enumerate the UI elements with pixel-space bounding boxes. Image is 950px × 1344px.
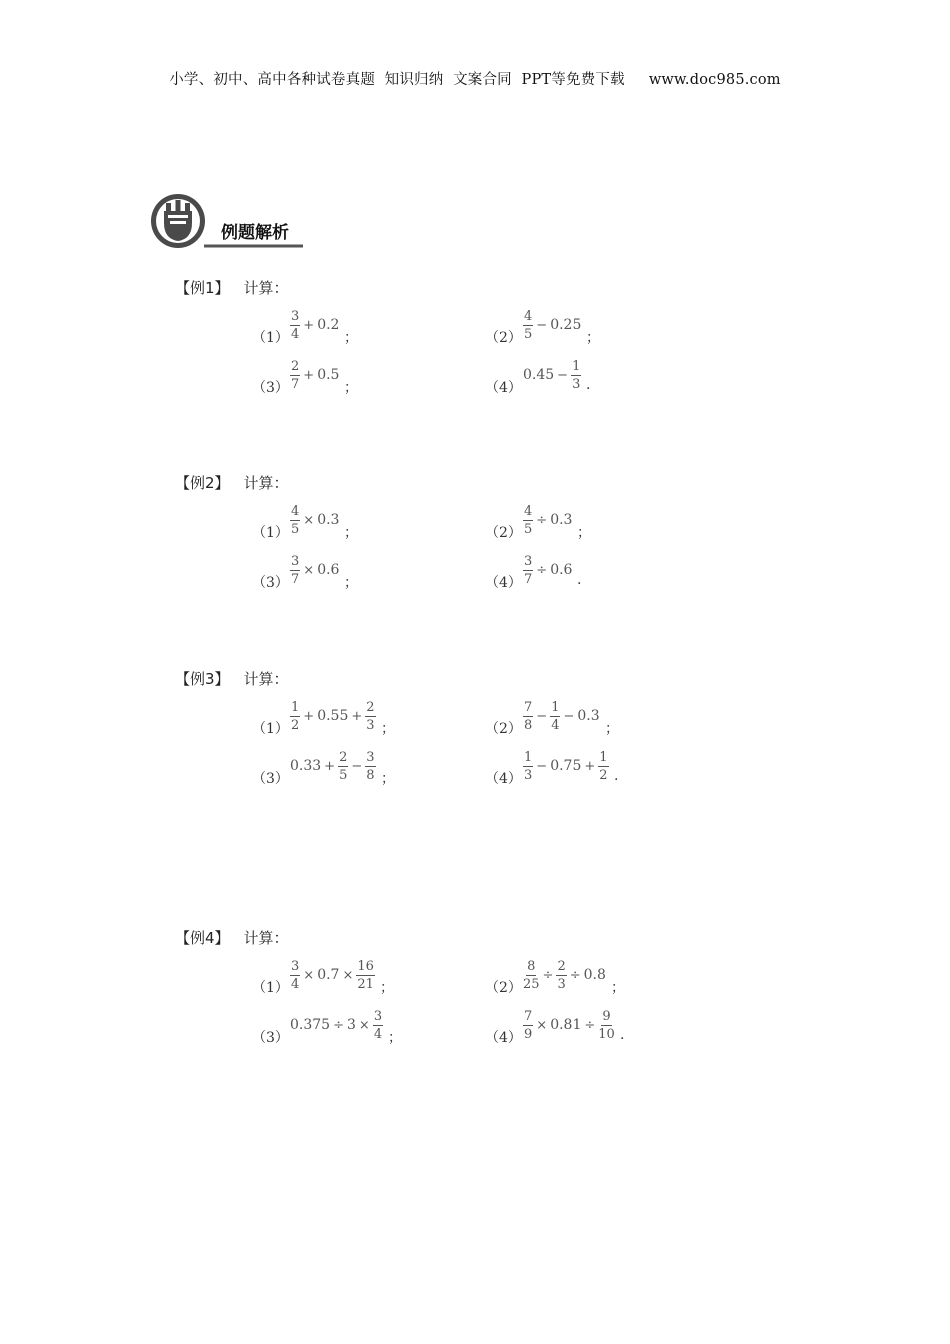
denominator: 4	[291, 326, 300, 342]
number: 0.3	[317, 512, 340, 528]
example-block	[175, 927, 695, 1057]
problem-item	[252, 550, 472, 592]
numerator: 1	[572, 358, 581, 374]
math-expression	[289, 500, 340, 540]
operator: ×	[342, 967, 354, 983]
terminal-punctuation: ；	[388, 1030, 402, 1046]
example-label: 【例1】	[175, 279, 230, 297]
number: 0.25	[550, 317, 582, 333]
example-heading	[175, 668, 289, 689]
denominator: 3	[366, 717, 375, 733]
denominator: 5	[524, 521, 533, 537]
fraction	[523, 960, 540, 991]
fraction	[290, 505, 300, 536]
fraction	[598, 751, 608, 782]
problem-number: （4）	[485, 771, 522, 787]
example-heading	[175, 927, 289, 948]
math-expression	[522, 746, 610, 786]
operator: +	[351, 708, 363, 724]
operator: +	[303, 317, 315, 333]
problem-item	[252, 955, 472, 997]
problem-item	[485, 1005, 705, 1047]
problem-item	[252, 1005, 472, 1047]
problem-item	[485, 355, 705, 397]
denominator: 5	[339, 767, 348, 783]
fraction	[550, 701, 560, 732]
denominator: 2	[599, 767, 608, 783]
numerator: 1	[524, 749, 533, 765]
problem-number: （3）	[252, 1030, 289, 1046]
fraction	[290, 555, 300, 586]
operator: −	[351, 758, 363, 774]
number: 0.7	[317, 967, 340, 983]
problem-item	[485, 746, 705, 788]
example-label: 【例4】	[175, 929, 230, 947]
operator: ×	[303, 512, 315, 528]
operator: ÷	[333, 1017, 344, 1033]
numerator: 7	[524, 699, 533, 715]
problem-item	[485, 500, 705, 542]
numerator: 3	[366, 749, 375, 765]
denominator: 25	[523, 976, 540, 992]
problem-item	[485, 955, 705, 997]
numerator: 3	[373, 1008, 383, 1024]
fraction	[373, 1010, 383, 1041]
number: 0.81	[550, 1017, 582, 1033]
number: 0.45	[523, 367, 555, 383]
operator: ÷	[536, 562, 548, 578]
numerator: 2	[291, 358, 300, 374]
example-instruction: 计算：	[243, 474, 289, 492]
problem-number: （1）	[252, 525, 289, 541]
operator: −	[536, 317, 548, 333]
fraction	[365, 751, 375, 782]
fraction	[365, 701, 375, 732]
numerator: 2	[366, 699, 375, 715]
fraction	[523, 1010, 533, 1041]
terminal-punctuation: ；	[605, 721, 619, 737]
problem-number: （1）	[252, 721, 289, 737]
example-block	[175, 472, 695, 602]
operator: −	[563, 708, 575, 724]
math-expression	[522, 500, 573, 540]
operator: ×	[303, 967, 315, 983]
example-heading	[175, 277, 289, 298]
math-expression	[522, 955, 607, 995]
fraction	[523, 555, 533, 586]
denominator: 5	[291, 521, 300, 537]
example-instruction: 计算：	[243, 929, 289, 947]
terminal-punctuation: ；	[380, 980, 394, 996]
math-expression	[522, 696, 601, 736]
problem-item	[252, 696, 472, 738]
denominator: 3	[524, 767, 533, 783]
math-expression	[522, 355, 582, 395]
denominator: 8	[524, 717, 533, 733]
example-label: 【例3】	[175, 670, 230, 688]
numerator: 4	[524, 308, 533, 324]
terminal-punctuation: .	[614, 768, 619, 784]
number: 0.8	[583, 967, 606, 983]
numerator: 4	[291, 503, 300, 519]
denominator: 9	[524, 1026, 533, 1042]
number: 0.33	[290, 758, 322, 774]
number: 0.6	[317, 562, 340, 578]
denominator: 3	[557, 976, 566, 992]
math-expression	[289, 746, 377, 786]
number: 0.75	[550, 758, 582, 774]
math-expression	[289, 955, 376, 995]
math-expression	[289, 1005, 384, 1045]
number: 0.5	[317, 367, 340, 383]
operator: +	[584, 758, 596, 774]
terminal-punctuation: ；	[586, 330, 600, 346]
example-block	[175, 277, 695, 407]
number: 3	[347, 1017, 356, 1033]
numerator: 1	[291, 699, 300, 715]
fraction	[338, 751, 348, 782]
problem-item	[252, 355, 472, 397]
example-instruction: 计算：	[243, 670, 289, 688]
terminal-punctuation: .	[620, 1027, 625, 1043]
problem-item	[485, 696, 705, 738]
operator: ×	[303, 562, 315, 578]
operator: ×	[536, 1017, 548, 1033]
problem-number: （3）	[252, 380, 289, 396]
fraction	[356, 960, 375, 991]
denominator: 7	[524, 571, 533, 587]
denominator: 2	[291, 717, 300, 733]
problem-number: （2）	[485, 525, 522, 541]
math-expression	[289, 696, 377, 736]
terminal-punctuation: ；	[611, 980, 625, 996]
operator: ÷	[584, 1017, 596, 1033]
problem-number: （1）	[252, 330, 289, 346]
number: 0.3	[577, 708, 600, 724]
problem-number: （3）	[252, 771, 289, 787]
problem-number: （1）	[252, 980, 289, 996]
numerator: 3	[524, 553, 533, 569]
number: 0.3	[550, 512, 573, 528]
numerator: 16	[357, 958, 374, 974]
numerator: 7	[524, 1008, 533, 1024]
denominator: 7	[291, 376, 300, 392]
problem-number: （2）	[485, 330, 522, 346]
problem-number: （4）	[485, 380, 522, 396]
terminal-punctuation: ；	[344, 330, 358, 346]
fraction	[290, 701, 300, 732]
math-expression	[522, 305, 582, 345]
operator: ×	[358, 1017, 370, 1033]
problem-item	[252, 500, 472, 542]
operator: −	[557, 367, 569, 383]
example-label: 【例2】	[175, 474, 230, 492]
denominator: 10	[598, 1026, 615, 1042]
operator: −	[536, 708, 548, 724]
operator: ÷	[542, 967, 554, 983]
fraction	[598, 1010, 615, 1041]
denominator: 7	[291, 571, 300, 587]
operator: +	[324, 758, 336, 774]
terminal-punctuation: ；	[344, 380, 358, 396]
problem-item	[485, 305, 705, 347]
denominator: 3	[572, 376, 581, 392]
terminal-punctuation: .	[577, 572, 582, 588]
problem-item	[252, 746, 472, 788]
numerator: 8	[527, 958, 536, 974]
terminal-punctuation: ；	[344, 575, 358, 591]
numerator: 1	[599, 749, 608, 765]
fraction	[290, 960, 300, 991]
math-expression	[289, 550, 340, 590]
number: 0.375	[290, 1017, 331, 1033]
denominator: 5	[524, 326, 533, 342]
operator: ÷	[569, 967, 581, 983]
math-expression	[522, 1005, 616, 1045]
fraction	[290, 360, 300, 391]
example-instruction: 计算：	[243, 279, 289, 297]
example-heading	[175, 472, 289, 493]
number: 0.55	[317, 708, 349, 724]
number: 0.6	[550, 562, 573, 578]
numerator: 1	[551, 699, 560, 715]
fraction	[290, 310, 300, 341]
denominator: 4	[551, 717, 560, 733]
fraction	[523, 701, 533, 732]
denominator: 4	[291, 976, 300, 992]
numerator: 3	[291, 308, 300, 324]
operator: +	[303, 367, 315, 383]
fraction	[523, 310, 533, 341]
math-expression	[522, 550, 573, 590]
problem-number: （2）	[485, 721, 522, 737]
denominator: 21	[357, 976, 374, 992]
number: 0.2	[317, 317, 340, 333]
numerator: 3	[291, 553, 300, 569]
problem-item	[485, 550, 705, 592]
fraction	[523, 505, 533, 536]
numerator: 2	[557, 958, 566, 974]
terminal-punctuation: ；	[381, 771, 395, 787]
problem-item	[252, 305, 472, 347]
math-expression	[289, 305, 340, 345]
problem-number: （2）	[485, 980, 522, 996]
terminal-punctuation: .	[586, 377, 591, 393]
section-heading	[148, 193, 318, 253]
numerator: 3	[291, 958, 300, 974]
example-block	[175, 668, 695, 798]
page-header: 小学、初中、高中各种试卷真题 知识归纳 文案合同 PPT等免费下载 www.doc985.com	[169, 72, 781, 88]
operator: ÷	[536, 512, 548, 528]
denominator: 4	[373, 1026, 383, 1042]
terminal-punctuation: ；	[381, 721, 395, 737]
operator: −	[536, 758, 548, 774]
problem-number: （4）	[485, 575, 522, 591]
terminal-punctuation: ；	[577, 525, 591, 541]
numerator: 2	[339, 749, 348, 765]
section-title: 例题解析	[221, 223, 289, 243]
fraction	[523, 751, 533, 782]
operator: +	[303, 708, 315, 724]
denominator: 8	[366, 767, 375, 783]
math-expression	[289, 355, 340, 395]
numerator: 4	[524, 503, 533, 519]
terminal-punctuation: ；	[344, 525, 358, 541]
fraction	[556, 960, 566, 991]
problem-number: （4）	[485, 1030, 522, 1046]
problem-number: （3）	[252, 575, 289, 591]
numerator: 9	[602, 1008, 611, 1024]
fraction	[571, 360, 581, 391]
